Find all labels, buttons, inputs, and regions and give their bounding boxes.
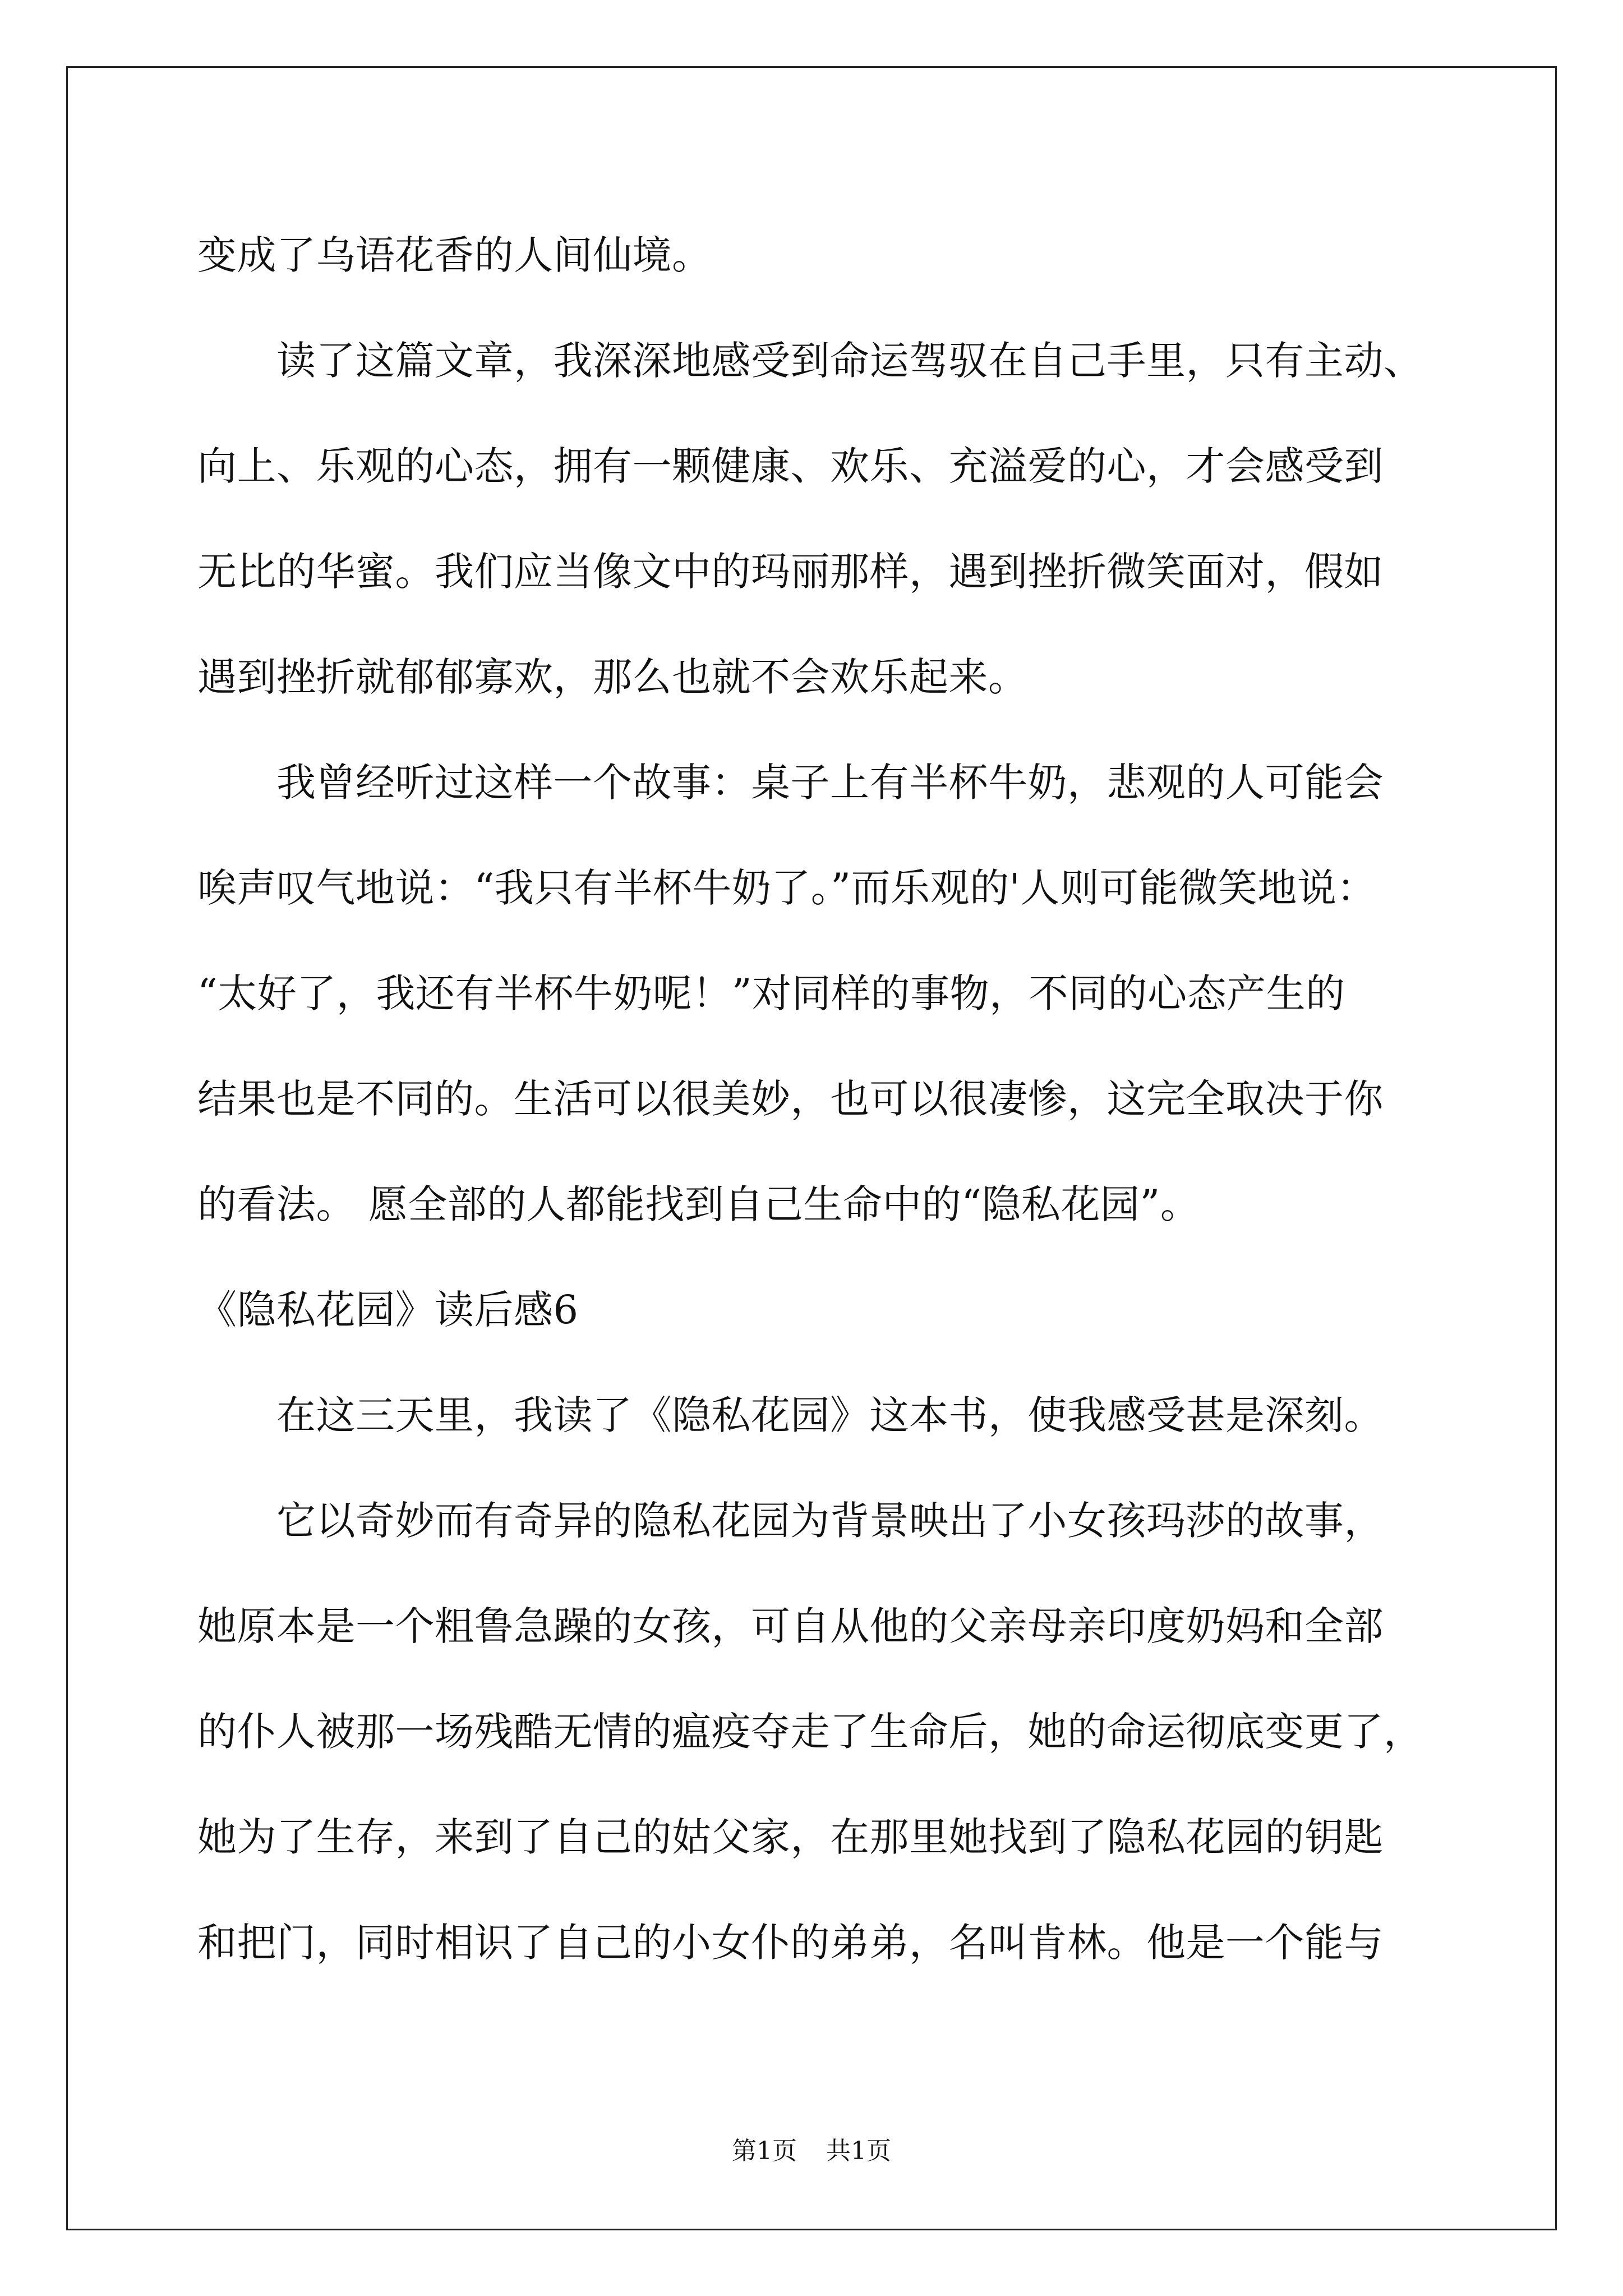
body-line: 结果也是不同的。生活可以很美妙，也可以很凄惨，这完全取决于你	[197, 1076, 1384, 1122]
body-line: 向上、乐观的心态，拥有一颗健康、欢乐、充溢爱的心，才会感受到	[197, 443, 1384, 489]
body-line: 它以奇妙而有奇异的隐私花园为背景映出了小女孩玛莎的故事，	[197, 1498, 1384, 1544]
page-total: 共1页	[826, 2137, 891, 2165]
body-line: 无比的华蜜。我们应当像文中的玛丽那样，遇到挫折微笑面对，假如	[197, 549, 1384, 595]
body-line: 遇到挫折就郁郁寡欢，那么也就不会欢乐起来。	[197, 654, 1028, 700]
body-line: 我曾经听过这样一个故事：桌子上有半杯牛奶，悲观的人可能会	[197, 760, 1384, 806]
body-line: 的仆人被那一场残酷无情的瘟疫夺走了生命后，她的命运彻底变更了，	[197, 1709, 1423, 1755]
body-line: 变成了乌语花香的人间仙境。	[197, 232, 712, 278]
body-line: 她原本是一个粗鲁急躁的女孩，可自从他的父亲母亲印度奶妈和全部	[197, 1603, 1384, 1649]
page-footer	[0, 2134, 1623, 2168]
body-line: 唉声叹气地说：“我只有半杯牛奶了。”而乐观的'人则可能微笑地说：	[197, 865, 1376, 911]
page-border	[66, 66, 1557, 2230]
page-number: 第1页	[732, 2137, 797, 2165]
section-heading: 《隐私花园》读后感6	[197, 1287, 579, 1333]
body-line: 她为了生存，来到了自己的姑父家，在那里她找到了隐私花园的钥匙	[197, 1814, 1384, 1860]
body-line: 的看法。 愿全部的人都能找到自己生命中的“隐私花园”。	[197, 1181, 1200, 1227]
body-line: 和把门，同时相识了自己的小女仆的弟弟，名叫肯林。他是一个能与	[197, 1920, 1384, 1966]
body-line: 读了这篇文章，我深深地感受到命运驾驭在自己手里，只有主动、	[197, 338, 1423, 384]
body-line: “太好了，我还有半杯牛奶呢！”对同样的事物，不同的心态产生的	[197, 970, 1345, 1016]
body-line: 在这三天里，我读了《隐私花园》这本书，使我感受甚是深刻。	[197, 1392, 1384, 1438]
